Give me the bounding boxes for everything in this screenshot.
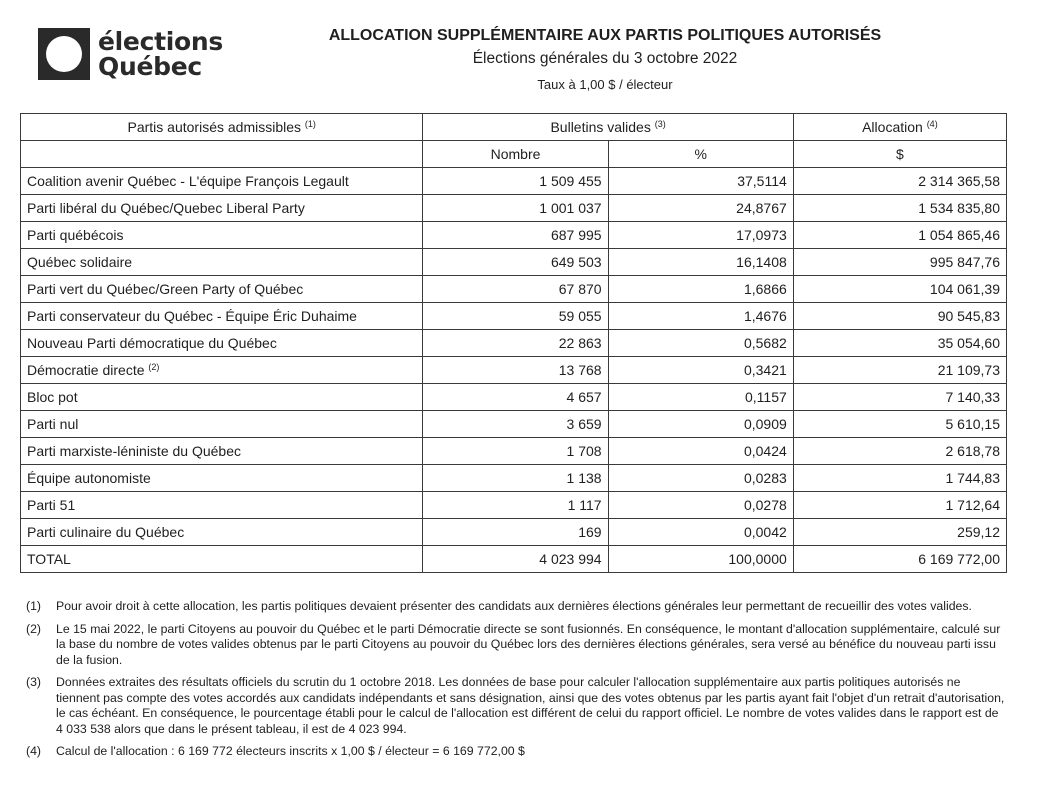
- party-name-text: Coalition avenir Québec - L'équipe François Legault: [27, 173, 349, 189]
- valid-ballots-number: 59 055: [423, 303, 608, 330]
- party-name: [21, 357, 423, 384]
- allocation-amount: 1 744,83: [793, 465, 1006, 492]
- party-name: [21, 276, 423, 303]
- header-party-empty: [21, 141, 423, 168]
- valid-ballots-percent: 17,0973: [608, 222, 793, 249]
- party-name-text: Parti vert du Québec/Green Party of Québec: [27, 281, 304, 297]
- footnote-ref: (4): [926, 119, 938, 129]
- document-header: [280, 26, 930, 94]
- valid-ballots-number: 13 768: [423, 357, 608, 384]
- allocation-amount: 35 054,60: [793, 330, 1006, 357]
- party-name-text: Nouveau Parti démocratique du Québec: [27, 335, 277, 351]
- table-row: [21, 330, 1007, 357]
- table-row: [21, 195, 1007, 222]
- logo-wordmark: [98, 29, 223, 79]
- header-ballots-label: Bulletins valides: [550, 119, 651, 135]
- header-allocation-label: Allocation: [862, 119, 923, 135]
- valid-ballots-percent: 0,3421: [608, 357, 793, 384]
- footnote-number: (4): [26, 744, 42, 758]
- valid-ballots-percent: 0,5682: [608, 330, 793, 357]
- table-row: [21, 384, 1007, 411]
- total-number: 4 023 994: [423, 546, 608, 573]
- party-name-text: Équipe autonomiste: [27, 470, 151, 486]
- table-row: [21, 357, 1007, 384]
- party-name: [21, 168, 423, 195]
- footnote: [26, 675, 1006, 737]
- valid-ballots-number: 649 503: [423, 249, 608, 276]
- footnote-text: Calcul de l'allocation : 6 169 772 électeurs inscrits x 1,00 $ / électeur = 6 169 772,00 $: [56, 744, 525, 758]
- logo-line-2: Québec: [98, 52, 202, 81]
- valid-ballots-percent: 1,4676: [608, 303, 793, 330]
- allocation-amount: 2 314 365,58: [793, 168, 1006, 195]
- table-row: [21, 465, 1007, 492]
- table-header-row-1: [21, 114, 1007, 141]
- allocation-amount: 995 847,76: [793, 249, 1006, 276]
- valid-ballots-percent: 0,0283: [608, 465, 793, 492]
- allocation-amount: 90 545,83: [793, 303, 1006, 330]
- footnote: [26, 744, 1006, 760]
- party-name: [21, 411, 423, 438]
- party-name: [21, 519, 423, 546]
- party-name: [21, 249, 423, 276]
- footnotes: [26, 599, 1006, 767]
- valid-ballots-number: 3 659: [423, 411, 608, 438]
- allocation-amount: 1 054 865,46: [793, 222, 1006, 249]
- allocation-amount: 2 618,78: [793, 438, 1006, 465]
- table-row: [21, 438, 1007, 465]
- elections-quebec-logo-icon: [38, 28, 90, 80]
- party-name-text: Parti libéral du Québec/Quebec Liberal Party: [27, 200, 305, 216]
- party-name: [21, 384, 423, 411]
- party-name-text: Bloc pot: [27, 389, 78, 405]
- footnote-ref: (3): [654, 119, 666, 129]
- party-name-text: Parti québécois: [27, 227, 124, 243]
- total-label: TOTAL: [21, 546, 423, 573]
- valid-ballots-percent: 24,8767: [608, 195, 793, 222]
- valid-ballots-number: 687 995: [423, 222, 608, 249]
- valid-ballots-percent: 16,1408: [608, 249, 793, 276]
- party-name: [21, 222, 423, 249]
- header-number: Nombre: [423, 141, 608, 168]
- footnote-ref: (2): [148, 362, 160, 372]
- valid-ballots-percent: 0,0278: [608, 492, 793, 519]
- valid-ballots-percent: 37,5114: [608, 168, 793, 195]
- footnote-number: (2): [26, 621, 42, 636]
- party-name: [21, 465, 423, 492]
- table-body: [21, 168, 1007, 546]
- party-name-text: Parti nul: [27, 416, 79, 432]
- party-name-text: Parti 51: [27, 497, 76, 513]
- allocation-amount: 104 061,39: [793, 276, 1006, 303]
- party-name-text: Démocratie directe: [27, 362, 145, 378]
- header-dollars: $: [793, 141, 1006, 168]
- footnote-text: Données extraites des résultats officiels du scrutin du 1 octobre 2018. Les données de base pour calculer l'allocation supplémentaire aux partis politiques autorisés ne tiennent pas compte des votes accordés aux candidats indépendants et sans désignation, ainsi que des votes obtenus par les partis ayant fait l'objet d'un retrait d'autorisation, le cas échéant. En conséquence, le pourcentage établi pour le calcul de l'allocation est différent de celui du rapport officiel. Le nombre de votes valides dans le rapport est de 4 033 538 alors que dans le présent tableau, il est de 4 023 994.: [56, 675, 1005, 736]
- valid-ballots-number: 67 870: [423, 276, 608, 303]
- document-title: ALLOCATION SUPPLÉMENTAIRE AUX PARTIS POLITIQUES AUTORISÉS: [328, 27, 882, 44]
- table-row: [21, 411, 1007, 438]
- valid-ballots-percent: 1,6866: [608, 276, 793, 303]
- footnote: [26, 599, 1006, 615]
- valid-ballots-number: 1 117: [423, 492, 608, 519]
- valid-ballots-percent: 0,0042: [608, 519, 793, 546]
- footnote-number: (3): [26, 675, 42, 689]
- valid-ballots-number: 4 657: [423, 384, 608, 411]
- party-name: [21, 195, 423, 222]
- party-name-text: Parti culinaire du Québec: [27, 524, 185, 540]
- header-allocation: [793, 114, 1006, 141]
- party-name: [21, 330, 423, 357]
- total-allocation: 6 169 772,00: [793, 546, 1006, 573]
- table-row: [21, 276, 1007, 303]
- table-row: [21, 222, 1007, 249]
- table-header-row-2: [21, 141, 1007, 168]
- table-row: [21, 303, 1007, 330]
- valid-ballots-number: 22 863: [423, 330, 608, 357]
- allocation-amount: 21 109,73: [793, 357, 1006, 384]
- party-name-text: Parti marxiste-léniniste du Québec: [27, 443, 241, 459]
- party-name: [21, 492, 423, 519]
- header-party-label: Partis autorisés admissibles: [127, 119, 302, 135]
- valid-ballots-percent: 0,0909: [608, 411, 793, 438]
- footnote-number: (1): [26, 599, 42, 613]
- allocation-amount: 259,12: [793, 519, 1006, 546]
- valid-ballots-number: 1 708: [423, 438, 608, 465]
- footnote-text: Pour avoir droit à cette allocation, les partis politiques devaient présenter des candidats aux dernières élections générales leur permettant de recueillir des votes valides.: [56, 599, 972, 613]
- allocation-amount: 5 610,15: [793, 411, 1006, 438]
- party-name: [21, 303, 423, 330]
- footnote-text: Le 15 mai 2022, le parti Citoyens au pouvoir du Québec et le parti Démocratie directe se sont fusionnés. En conséquence, le montant d'allocation supplémentaire, calculé sur la base du nombre de votes valides obtenus par le parti Citoyens au pouvoir du Québec lors des dernières élections générales, sera versé au bénéfice du nouveau parti issu de la fusion.: [56, 621, 1001, 667]
- allocation-amount: 1 534 835,80: [793, 195, 1006, 222]
- valid-ballots-number: 1 509 455: [423, 168, 608, 195]
- party-name: [21, 438, 423, 465]
- table-row: [21, 168, 1007, 195]
- valid-ballots-number: 169: [423, 519, 608, 546]
- allocation-rate: Taux à 1,00 $ / électeur: [537, 77, 673, 92]
- valid-ballots-number: 1 001 037: [423, 195, 608, 222]
- header-percent: %: [608, 141, 793, 168]
- footnote: [26, 622, 1006, 669]
- elections-quebec-logo: [38, 28, 223, 80]
- allocation-table: [20, 113, 1007, 573]
- table-row: [21, 519, 1007, 546]
- allocation-amount: 1 712,64: [793, 492, 1006, 519]
- table-row: [21, 492, 1007, 519]
- table-total-row: [21, 546, 1007, 573]
- allocation-amount: 7 140,33: [793, 384, 1006, 411]
- logo-line-1: élections: [98, 27, 223, 56]
- footnote-ref: (1): [304, 119, 316, 129]
- header-party: [21, 114, 423, 141]
- valid-ballots-percent: 0,0424: [608, 438, 793, 465]
- party-name-text: Parti conservateur du Québec - Équipe Éric Duhaime: [27, 308, 357, 324]
- total-percent: 100,0000: [608, 546, 793, 573]
- valid-ballots-percent: 0,1157: [608, 384, 793, 411]
- document-subtitle: Élections générales du 3 octobre 2022: [472, 50, 738, 67]
- valid-ballots-number: 1 138: [423, 465, 608, 492]
- table-row: [21, 249, 1007, 276]
- header-ballots: [423, 114, 793, 141]
- party-name-text: Québec solidaire: [27, 254, 133, 270]
